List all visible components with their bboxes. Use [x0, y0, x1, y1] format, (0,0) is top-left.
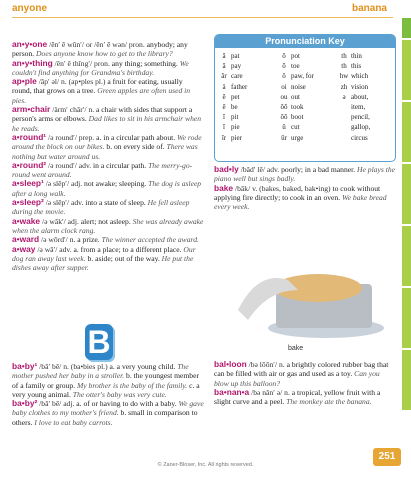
dictionary-entry [12, 235, 204, 244]
entry-definition: any thing; something. [109, 58, 178, 68]
dictionary-entry [214, 360, 396, 388]
guide-word-left: anyone [12, 3, 48, 14]
pron-key-word: toe [291, 62, 300, 71]
pron-key-symbol: ä [222, 82, 226, 91]
entry-definition: a. from a place; to a different place. [71, 244, 182, 254]
pron-key-word: circus [351, 133, 368, 142]
pron-key-cell [337, 122, 395, 132]
entry-example: We couldn't find anything for Grandma's birthday. [12, 58, 189, 77]
entry-pronunciation: /ăp′ əl/ n. (ap•ples pl.) [36, 77, 106, 87]
dictionary-entry [12, 399, 204, 427]
pron-key-cell [277, 112, 337, 122]
pron-key-cell [217, 122, 277, 132]
pron-key-symbol: oi [281, 82, 287, 91]
dictionary-entry [12, 77, 204, 105]
entry-example: We gave baby clothes to my mother's friend. [12, 399, 204, 418]
pron-key-word: paw, for [291, 72, 314, 81]
pron-key-symbol: ŏ [282, 52, 286, 60]
pron-key-cell [277, 122, 337, 132]
entry-example: The otter's baby was very cute. [70, 389, 167, 399]
pron-key-word: took [291, 103, 304, 112]
entry-pronunciation: /băd′ lē/ adv. [238, 165, 280, 174]
pron-key-word: pencil, [351, 113, 370, 122]
pron-key-word: which [351, 72, 369, 81]
pron-key-cell [337, 112, 395, 122]
pron-key-symbol: ou [280, 92, 288, 101]
entry-example: Our dog ran away last week. [12, 244, 196, 263]
entry-example: The monkey ate the banana. [284, 397, 372, 407]
entry-example: She was already awake when the alarm clock rang. [12, 216, 204, 235]
pron-key-cell [337, 51, 395, 61]
photo-caption: bake [288, 345, 304, 352]
pron-key-symbol: th [341, 62, 347, 71]
entry-pronunciation: /ə wāk′/ adj. [40, 216, 79, 226]
dictionary-entry [12, 40, 204, 59]
entry-definition: c. a very young animal. [12, 380, 200, 399]
entry-example: There was nothing but water around us. [12, 142, 198, 161]
pron-key-cell [337, 71, 395, 81]
page-number: 251 [373, 448, 401, 466]
pron-key-symbol: zh [340, 82, 348, 91]
pron-key-word: pat [231, 52, 240, 60]
entry-headword: arm•chair [12, 104, 51, 115]
pron-key-word: this [351, 62, 362, 71]
pron-key-cell [337, 82, 395, 92]
entry-example: The mother pushed her baby in a stroller. [12, 362, 189, 381]
entry-pronunciation: /ärm′ châr′/ n. [50, 105, 95, 115]
dictionary-entry [12, 198, 204, 217]
bake-illustration [218, 250, 394, 346]
pron-key-word: pier [231, 133, 242, 142]
pron-key-cell [277, 102, 337, 112]
entry-headword: a•round¹ [12, 131, 47, 142]
pron-key-word: pie [231, 123, 240, 132]
pron-key-symbol: ē [222, 103, 226, 112]
pron-key-word: pot [291, 52, 300, 60]
entry-headword: a•round² [12, 159, 47, 170]
pron-key-word: noise [291, 82, 306, 91]
left-b-column [12, 362, 204, 427]
entry-example: Does anyone know how to get to the library? [34, 49, 173, 59]
entry-example: I love to eat baby carrots. [32, 417, 113, 427]
pron-key-symbol: ŏŏ [280, 103, 288, 112]
pron-key-cell [217, 51, 277, 61]
entry-definition: a tropical, yellow fruit with a slight curve and a peel. [214, 387, 381, 407]
entry-definition: in a circular path. [91, 160, 147, 170]
dictionary-entry [12, 133, 204, 161]
entry-definition: b. on every side of. [104, 142, 165, 152]
entry-definition: to cook without applying fire directly; to cook in an oven. [214, 183, 381, 202]
entry-headword: ba•nan•a [214, 386, 250, 397]
pron-key-cell [337, 61, 395, 71]
entry-pronunciation: /ə wôrd′/ n. [39, 235, 76, 245]
entry-example: We bake bread every week. [214, 192, 387, 212]
pron-key-cell [217, 61, 277, 71]
pron-key-cell [217, 133, 277, 143]
entry-definition: a fruit for eating, usually round, that grows on a tree. [12, 77, 183, 96]
dictionary-entry [12, 217, 204, 236]
pron-key-symbol: ōō [280, 113, 288, 122]
edge-tab [402, 40, 411, 412]
pron-key-symbol: îr [221, 133, 227, 142]
entry-headword: a•sleep¹ [12, 178, 44, 189]
entry-definition: a chair with sides that support a person's arms or elbows. [12, 105, 193, 124]
pron-key-word: pay [231, 62, 242, 71]
pron-key-cell [337, 133, 395, 143]
pron-key-word: about, [351, 92, 369, 101]
pron-key-cell [277, 61, 337, 71]
entry-example: He put the dishes away after supper. [12, 253, 194, 273]
entry-definition: a. a very young child. [107, 362, 176, 371]
pron-key-word: pit [231, 113, 239, 122]
pron-key-cell [337, 92, 395, 102]
pron-key-word: item, [351, 103, 366, 112]
entry-definition: a prize. [75, 235, 100, 245]
entry-headword: a•ward [12, 234, 40, 245]
entry-headword: ba•by² [12, 398, 38, 409]
entry-example: Green apples are often used in pies. [12, 86, 191, 105]
pron-key-word: out [291, 92, 300, 101]
pron-key-symbol: ûr [281, 133, 287, 142]
pron-key-cell [217, 71, 277, 81]
entry-definition: into a state of sleep. [83, 198, 146, 208]
dictionary-entry [12, 245, 204, 273]
entry-example: My brother is the baby of the family. [75, 380, 188, 390]
entry-definition: not awake; sleeping. [82, 179, 147, 189]
entry-example: The dog is asleep after a long walk. [12, 179, 202, 198]
pron-key-cell [217, 112, 277, 122]
dictionary-entry [214, 388, 396, 407]
pron-key-symbol: ĕ [222, 92, 226, 101]
left-column [12, 40, 204, 272]
copyright: © Zaner-Bloser, Inc. All rights reserved. [157, 462, 254, 468]
pron-key-cell [217, 102, 277, 112]
entry-pronunciation: /bā′ bē/ adj. [37, 399, 75, 409]
pron-key-symbol: ĭ [223, 113, 225, 122]
pron-key-cell [217, 92, 277, 102]
pron-key-word: care [231, 72, 243, 81]
entry-pronunciation: /ə round′/ prep. [46, 132, 95, 142]
entry-headword: ap•ple [12, 76, 37, 87]
pronunciation-key-title: Pronunciation Key [215, 35, 395, 48]
entry-example: Can you blow up this balloon? [214, 369, 380, 388]
pron-key-symbol: âr [221, 72, 227, 81]
entry-headword: a•sleep² [12, 197, 44, 208]
pron-key-symbol: ŭ [282, 123, 286, 132]
pron-key-symbol: ā [222, 62, 226, 71]
entry-example: Dad likes to sit in his armchair when he reads. [12, 114, 202, 133]
entry-pronunciation: /ə wā′/ adv. [35, 244, 72, 254]
dictionary-entry [12, 161, 204, 180]
pron-key-cell [277, 71, 337, 81]
pron-key-cell [337, 102, 395, 112]
pron-key-word: boot [291, 113, 304, 122]
pron-key-cell [277, 133, 337, 143]
entry-pronunciation: /bā′ bē/ n. (ba•bies pl.) [37, 362, 108, 371]
pron-key-symbol: ă [222, 52, 226, 60]
entry-headword: bake [214, 182, 234, 193]
pron-key-symbol: ô [282, 72, 286, 81]
pron-key-cell [277, 92, 337, 102]
pronunciation-key [214, 34, 396, 162]
entry-headword: a•wake [12, 215, 41, 226]
dictionary-entry [12, 105, 204, 133]
pron-key-word: father [231, 82, 248, 91]
bake-photo [218, 250, 394, 346]
entry-definition: a. in a circular path about. [94, 132, 176, 142]
entry-headword: an•y•thing [12, 57, 53, 68]
entry-pronunciation: /ə round′/ adv. [46, 160, 92, 170]
pron-key-word: vision [351, 82, 369, 91]
pron-key-symbol: ō [282, 62, 286, 71]
pron-key-word: thin [351, 52, 362, 60]
pron-key-cell [277, 82, 337, 92]
right-column [214, 165, 396, 211]
entry-example: He plays the piano well but sings badly. [214, 165, 395, 184]
dictionary-entry [12, 59, 204, 78]
pron-key-symbol: ī [223, 123, 225, 132]
entry-headword: ba•by¹ [12, 361, 38, 371]
entry-pronunciation: /ĕn′ ē thĭng′/ pron. [52, 58, 110, 68]
edge-tab-top [402, 18, 411, 38]
entry-definition: anybody; any person. [12, 40, 188, 59]
header-rule [12, 17, 393, 18]
entry-pronunciation: /bə năn′ ə/ n. [249, 387, 290, 397]
pron-key-word: cut [291, 123, 300, 132]
entry-pronunciation: /ə slēp′/ adj. [43, 179, 83, 189]
dictionary-entry [214, 165, 396, 184]
pronunciation-key-grid [215, 48, 395, 143]
entry-headword: a•way [12, 243, 36, 254]
entry-definition: b. the youngest member of a family or group. [12, 371, 200, 390]
entry-example: The merry-go-round went around. [12, 160, 193, 180]
entry-pronunciation: /bāk/ v. (bakes, baked, bak•ing) [233, 183, 331, 193]
section-letter-b: B [85, 324, 113, 360]
entry-definition: a. of or having to do with a baby. [74, 399, 177, 409]
pron-key-symbol: hw [339, 72, 349, 81]
pron-key-symbol: th [341, 52, 347, 60]
dictionary-entry [12, 179, 204, 198]
entry-headword: bal•loon [214, 359, 247, 369]
entry-pronunciation: /ə slēp′/ adv. [43, 198, 84, 208]
guide-word-right: banana [351, 3, 387, 14]
pron-key-word: urge [291, 133, 304, 142]
entry-headword: bad•ly [214, 164, 239, 174]
entry-example: We rode around the block on our bikes. [12, 132, 202, 152]
dictionary-entry [214, 184, 396, 212]
pron-key-symbol: ə [342, 92, 346, 101]
pron-key-word: gallop, [351, 123, 371, 132]
entry-example: The winner accepted the award. [99, 235, 199, 245]
right-b-column [214, 360, 396, 406]
pron-key-word: pet [231, 92, 240, 101]
dictionary-entry [12, 362, 204, 399]
entry-pronunciation: /bə lōōn′/ n. [246, 360, 285, 369]
pron-key-word: be [231, 103, 238, 112]
entry-definition: poorly; in a bad manner. [279, 165, 356, 174]
pron-key-cell [217, 82, 277, 92]
entry-definition: b. aside; out of the way. [85, 253, 160, 263]
entry-definition: alert; not asleep. [78, 216, 131, 226]
entry-headword: an•y•one [12, 39, 48, 49]
entry-definition: a brightly colored rubber bag that can be filled with air or gas and used as a toy. [214, 360, 389, 379]
entry-pronunciation: /ĕn′ ē wŭn′/ or /ĕn′ ē wən/ pron. [47, 40, 145, 49]
pron-key-cell [277, 51, 337, 61]
entry-example: He fell asleep during the movie. [12, 198, 190, 217]
entry-definition: b. small in comparison to others. [12, 408, 198, 427]
